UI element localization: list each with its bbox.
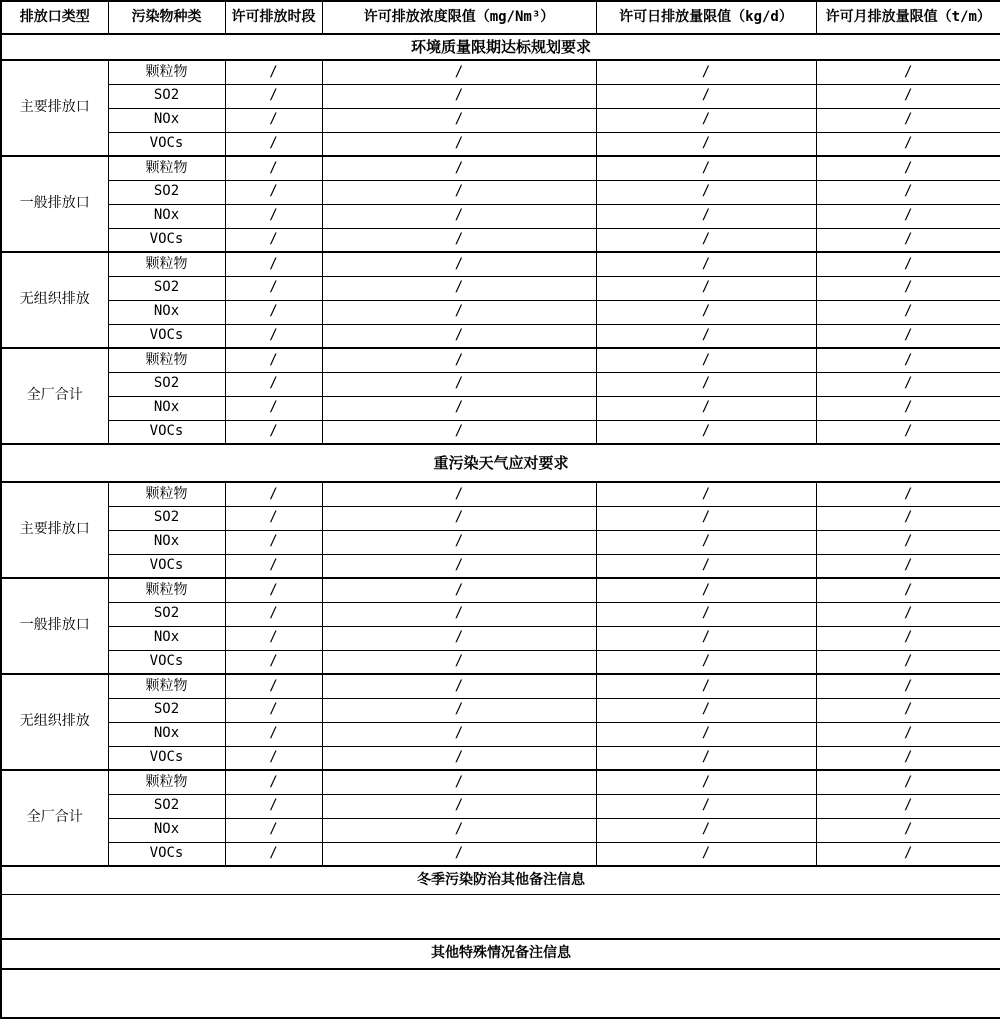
concentration-limit-cell: / <box>322 204 596 228</box>
pollutant-cell: VOCs <box>108 324 225 348</box>
daily-limit-cell: / <box>596 818 816 842</box>
monthly-limit-cell: / <box>816 300 1000 324</box>
table-header-row <box>1 1 1000 34</box>
pollutant-cell: SO2 <box>108 372 225 396</box>
period-cell: / <box>225 530 322 554</box>
daily-limit-cell: / <box>596 420 816 444</box>
period-cell: / <box>225 396 322 420</box>
outlet-type-cell: 一般排放口 <box>1 156 108 252</box>
section-title: 重污染天气应对要求 <box>1 444 1000 482</box>
concentration-limit-cell: / <box>322 818 596 842</box>
daily-limit-cell: / <box>596 108 816 132</box>
concentration-limit-cell: / <box>322 770 596 794</box>
concentration-limit-cell: / <box>322 348 596 372</box>
concentration-limit-cell: / <box>322 156 596 180</box>
concentration-limit-cell: / <box>322 482 596 506</box>
period-cell: / <box>225 578 322 602</box>
concentration-limit-cell: / <box>322 746 596 770</box>
period-cell: / <box>225 794 322 818</box>
daily-limit-cell: / <box>596 204 816 228</box>
period-cell: / <box>225 746 322 770</box>
period-cell: / <box>225 108 322 132</box>
table-row <box>1 108 1000 132</box>
period-cell: / <box>225 372 322 396</box>
period-cell: / <box>225 842 322 866</box>
period-cell: / <box>225 252 322 276</box>
table-row <box>1 722 1000 746</box>
concentration-limit-cell: / <box>322 650 596 674</box>
concentration-limit-cell: / <box>322 108 596 132</box>
pollutant-cell: 颗粒物 <box>108 252 225 276</box>
table-row <box>1 156 1000 180</box>
daily-limit-cell: / <box>596 722 816 746</box>
pollutant-cell: 颗粒物 <box>108 674 225 698</box>
period-cell: / <box>225 626 322 650</box>
remark-title-row <box>1 939 1000 969</box>
pollutant-cell: 颗粒物 <box>108 578 225 602</box>
period-cell: / <box>225 84 322 108</box>
pollutant-cell: SO2 <box>108 276 225 300</box>
concentration-limit-cell: / <box>322 420 596 444</box>
pollutant-cell: NOx <box>108 396 225 420</box>
monthly-limit-cell: / <box>816 842 1000 866</box>
monthly-limit-cell: / <box>816 324 1000 348</box>
section-title-row <box>1 444 1000 482</box>
table-row <box>1 132 1000 156</box>
monthly-limit-cell: / <box>816 396 1000 420</box>
table-row <box>1 276 1000 300</box>
outlet-type-cell: 一般排放口 <box>1 578 108 674</box>
daily-limit-cell: / <box>596 324 816 348</box>
daily-limit-cell: / <box>596 602 816 626</box>
period-cell: / <box>225 228 322 252</box>
period-cell: / <box>225 420 322 444</box>
concentration-limit-cell: / <box>322 530 596 554</box>
col-header-pollutant-type: 污染物种类 <box>108 1 225 34</box>
concentration-limit-cell: / <box>322 84 596 108</box>
remark-content <box>1 969 1000 1018</box>
table-row <box>1 506 1000 530</box>
outlet-type-cell: 无组织排放 <box>1 674 108 770</box>
daily-limit-cell: / <box>596 276 816 300</box>
concentration-limit-cell: / <box>322 794 596 818</box>
pollutant-cell: NOx <box>108 818 225 842</box>
monthly-limit-cell: / <box>816 60 1000 84</box>
concentration-limit-cell: / <box>322 722 596 746</box>
pollutant-cell: 颗粒物 <box>108 482 225 506</box>
daily-limit-cell: / <box>596 156 816 180</box>
concentration-limit-cell: / <box>322 554 596 578</box>
concentration-limit-cell: / <box>322 60 596 84</box>
col-header-monthly-limit: 许可月排放量限值（t/m） <box>816 1 1000 34</box>
monthly-limit-cell: / <box>816 156 1000 180</box>
monthly-limit-cell: / <box>816 650 1000 674</box>
period-cell: / <box>225 348 322 372</box>
remark-title: 冬季污染防治其他备注信息 <box>1 866 1000 894</box>
period-cell: / <box>225 324 322 348</box>
monthly-limit-cell: / <box>816 578 1000 602</box>
concentration-limit-cell: / <box>322 578 596 602</box>
col-header-daily-limit: 许可日排放量限值（kg/d） <box>596 1 816 34</box>
concentration-limit-cell: / <box>322 842 596 866</box>
daily-limit-cell: / <box>596 482 816 506</box>
period-cell: / <box>225 722 322 746</box>
concentration-limit-cell: / <box>322 228 596 252</box>
pollutant-cell: NOx <box>108 300 225 324</box>
daily-limit-cell: / <box>596 300 816 324</box>
daily-limit-cell: / <box>596 794 816 818</box>
pollutant-cell: VOCs <box>108 746 225 770</box>
pollutant-cell: SO2 <box>108 602 225 626</box>
period-cell: / <box>225 204 322 228</box>
table-row <box>1 626 1000 650</box>
section-title: 环境质量限期达标规划要求 <box>1 34 1000 60</box>
pollutant-cell: VOCs <box>108 650 225 674</box>
table-row <box>1 348 1000 372</box>
monthly-limit-cell: / <box>816 698 1000 722</box>
pollutant-cell: SO2 <box>108 794 225 818</box>
col-header-concentration-limit: 许可排放浓度限值（mg/Nm³） <box>322 1 596 34</box>
monthly-limit-cell: / <box>816 602 1000 626</box>
monthly-limit-cell: / <box>816 626 1000 650</box>
daily-limit-cell: / <box>596 252 816 276</box>
table-row <box>1 324 1000 348</box>
table-row <box>1 842 1000 866</box>
monthly-limit-cell: / <box>816 84 1000 108</box>
pollutant-cell: SO2 <box>108 84 225 108</box>
pollutant-cell: SO2 <box>108 180 225 204</box>
monthly-limit-cell: / <box>816 746 1000 770</box>
period-cell: / <box>225 60 322 84</box>
monthly-limit-cell: / <box>816 252 1000 276</box>
daily-limit-cell: / <box>596 674 816 698</box>
pollutant-cell: VOCs <box>108 228 225 252</box>
daily-limit-cell: / <box>596 506 816 530</box>
table-row <box>1 602 1000 626</box>
period-cell: / <box>225 276 322 300</box>
period-cell: / <box>225 698 322 722</box>
monthly-limit-cell: / <box>816 276 1000 300</box>
daily-limit-cell: / <box>596 698 816 722</box>
concentration-limit-cell: / <box>322 674 596 698</box>
table-body <box>1 34 1000 1018</box>
monthly-limit-cell: / <box>816 818 1000 842</box>
pollutant-cell: 颗粒物 <box>108 770 225 794</box>
table-row <box>1 698 1000 722</box>
daily-limit-cell: / <box>596 180 816 204</box>
concentration-limit-cell: / <box>322 180 596 204</box>
daily-limit-cell: / <box>596 770 816 794</box>
period-cell: / <box>225 650 322 674</box>
pollutant-cell: NOx <box>108 722 225 746</box>
monthly-limit-cell: / <box>816 770 1000 794</box>
table-row <box>1 482 1000 506</box>
monthly-limit-cell: / <box>816 372 1000 396</box>
pollutant-cell: NOx <box>108 108 225 132</box>
remark-content-row <box>1 969 1000 1018</box>
daily-limit-cell: / <box>596 84 816 108</box>
table-row <box>1 60 1000 84</box>
period-cell: / <box>225 770 322 794</box>
period-cell: / <box>225 132 322 156</box>
table-row <box>1 396 1000 420</box>
daily-limit-cell: / <box>596 626 816 650</box>
col-header-outlet-type: 排放口类型 <box>1 1 108 34</box>
daily-limit-cell: / <box>596 348 816 372</box>
concentration-limit-cell: / <box>322 626 596 650</box>
table-row <box>1 180 1000 204</box>
table-row <box>1 372 1000 396</box>
table-row <box>1 252 1000 276</box>
pollutant-cell: VOCs <box>108 842 225 866</box>
period-cell: / <box>225 602 322 626</box>
pollutant-cell: VOCs <box>108 554 225 578</box>
daily-limit-cell: / <box>596 554 816 578</box>
pollutant-cell: NOx <box>108 530 225 554</box>
daily-limit-cell: / <box>596 842 816 866</box>
table-row <box>1 746 1000 770</box>
remark-title-row <box>1 866 1000 894</box>
table-row <box>1 674 1000 698</box>
outlet-type-cell: 主要排放口 <box>1 482 108 578</box>
pollutant-cell: VOCs <box>108 420 225 444</box>
concentration-limit-cell: / <box>322 132 596 156</box>
outlet-type-cell: 全厂合计 <box>1 348 108 444</box>
table-row <box>1 300 1000 324</box>
pollutant-cell: SO2 <box>108 698 225 722</box>
concentration-limit-cell: / <box>322 324 596 348</box>
concentration-limit-cell: / <box>322 300 596 324</box>
concentration-limit-cell: / <box>322 602 596 626</box>
table-row <box>1 204 1000 228</box>
outlet-type-cell: 全厂合计 <box>1 770 108 866</box>
monthly-limit-cell: / <box>816 722 1000 746</box>
daily-limit-cell: / <box>596 372 816 396</box>
table-row <box>1 228 1000 252</box>
table-row <box>1 530 1000 554</box>
period-cell: / <box>225 554 322 578</box>
period-cell: / <box>225 674 322 698</box>
concentration-limit-cell: / <box>322 396 596 420</box>
pollutant-cell: SO2 <box>108 506 225 530</box>
period-cell: / <box>225 482 322 506</box>
monthly-limit-cell: / <box>816 228 1000 252</box>
table-row <box>1 818 1000 842</box>
table-row <box>1 84 1000 108</box>
outlet-type-cell: 无组织排放 <box>1 252 108 348</box>
table-row <box>1 554 1000 578</box>
daily-limit-cell: / <box>596 228 816 252</box>
monthly-limit-cell: / <box>816 506 1000 530</box>
section-title-row <box>1 34 1000 60</box>
table-row <box>1 794 1000 818</box>
remark-title: 其他特殊情况备注信息 <box>1 939 1000 969</box>
pollutant-cell: 颗粒物 <box>108 60 225 84</box>
remark-content-row <box>1 894 1000 939</box>
monthly-limit-cell: / <box>816 348 1000 372</box>
daily-limit-cell: / <box>596 578 816 602</box>
concentration-limit-cell: / <box>322 372 596 396</box>
table-row <box>1 578 1000 602</box>
pollutant-cell: 颗粒物 <box>108 348 225 372</box>
daily-limit-cell: / <box>596 396 816 420</box>
daily-limit-cell: / <box>596 132 816 156</box>
concentration-limit-cell: / <box>322 506 596 530</box>
daily-limit-cell: / <box>596 650 816 674</box>
daily-limit-cell: / <box>596 746 816 770</box>
pollutant-cell: NOx <box>108 204 225 228</box>
pollutant-cell: 颗粒物 <box>108 156 225 180</box>
monthly-limit-cell: / <box>816 554 1000 578</box>
monthly-limit-cell: / <box>816 132 1000 156</box>
daily-limit-cell: / <box>596 60 816 84</box>
concentration-limit-cell: / <box>322 698 596 722</box>
pollutant-cell: VOCs <box>108 132 225 156</box>
table-row <box>1 420 1000 444</box>
concentration-limit-cell: / <box>322 252 596 276</box>
monthly-limit-cell: / <box>816 108 1000 132</box>
col-header-permitted-period: 许可排放时段 <box>225 1 322 34</box>
monthly-limit-cell: / <box>816 482 1000 506</box>
table-row <box>1 650 1000 674</box>
concentration-limit-cell: / <box>322 276 596 300</box>
pollutant-cell: NOx <box>108 626 225 650</box>
table-row <box>1 770 1000 794</box>
period-cell: / <box>225 818 322 842</box>
monthly-limit-cell: / <box>816 420 1000 444</box>
period-cell: / <box>225 180 322 204</box>
period-cell: / <box>225 300 322 324</box>
period-cell: / <box>225 506 322 530</box>
period-cell: / <box>225 156 322 180</box>
daily-limit-cell: / <box>596 530 816 554</box>
monthly-limit-cell: / <box>816 674 1000 698</box>
monthly-limit-cell: / <box>816 530 1000 554</box>
outlet-type-cell: 主要排放口 <box>1 60 108 156</box>
remark-content <box>1 894 1000 939</box>
monthly-limit-cell: / <box>816 180 1000 204</box>
monthly-limit-cell: / <box>816 794 1000 818</box>
monthly-limit-cell: / <box>816 204 1000 228</box>
